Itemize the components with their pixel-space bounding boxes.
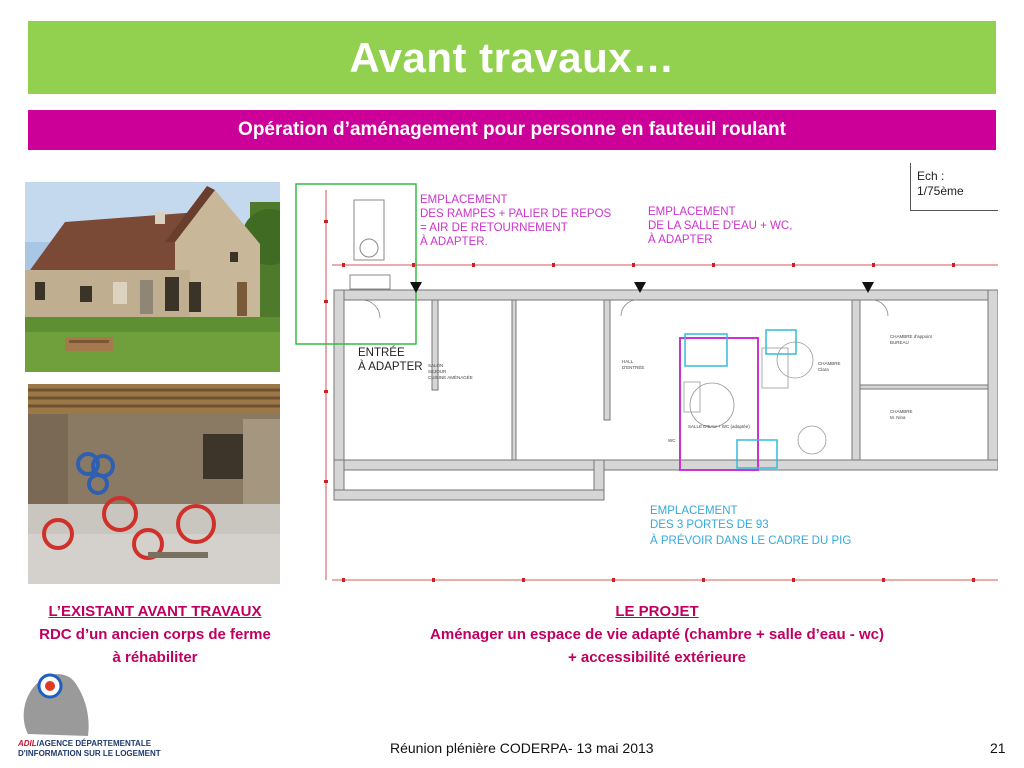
ramps-note-4: À ADAPTER. <box>420 236 488 248</box>
room-salon-1: SALON <box>428 363 444 368</box>
project-line-1: Aménager un espace de vie adapté (chambre + salle d’eau - wc) <box>430 626 884 643</box>
exterior-photo <box>25 182 280 372</box>
room-salle-eau: SALLE D'EAU + WC (adaptée) <box>688 424 750 429</box>
ramps-note-3: = AIR DE RETOURNEMENT <box>420 222 568 234</box>
room-nina-1: CHAMBRE <box>890 409 913 414</box>
adil-brand: ADIL <box>18 739 37 748</box>
project-heading: LE PROJET <box>615 603 699 620</box>
page-number: 21 <box>990 740 1006 756</box>
room-salon-2: SEJOUR <box>428 369 447 374</box>
room-clara-1: CHAMBRE <box>818 361 841 366</box>
bathroom-note-3: À ADAPTER <box>648 234 713 246</box>
entry-note-1: ENTRÉE <box>358 347 405 359</box>
existing-line-2: à réhabiliter <box>112 649 198 666</box>
room-appoint-2: BUREAU <box>890 340 909 345</box>
existing-line-1: RDC d’un ancien corps de ferme <box>39 626 271 643</box>
room-salon-3: CUISINE AMÉNAGÉE <box>428 375 473 380</box>
scale-label: Ech : <box>917 169 945 183</box>
existing-caption <box>15 600 295 669</box>
interior-photo <box>28 384 280 584</box>
room-clara-2: Clara <box>818 367 829 372</box>
existing-heading: L’EXISTANT AVANT TRAVAUX <box>48 603 262 620</box>
doors-note-3: À PRÉVOIR DANS LE CADRE DU PIG <box>650 535 852 547</box>
slide-title: Avant travaux… <box>349 33 675 81</box>
project-line-2: + accessibilité extérieure <box>567 649 747 666</box>
adil-logo-text <box>18 739 161 759</box>
room-hall-1: HALL <box>622 359 634 364</box>
scale-value: 1/75ème <box>917 184 964 198</box>
adil-line-2: D'INFORMATION SUR LE LOGEMENT <box>18 749 161 758</box>
ramps-note-2: DES RAMPES + PALIER DE REPOS <box>420 208 612 220</box>
scale-box <box>910 163 998 211</box>
entry-note-2: À ADAPTER <box>358 361 423 373</box>
title-bar <box>28 21 996 94</box>
doors-note-1: EMPLACEMENT <box>650 505 738 517</box>
ramps-note-1: EMPLACEMENT <box>420 194 508 206</box>
room-nina-2: M. Nina <box>890 415 906 420</box>
bathroom-note-1: EMPLACEMENT <box>648 206 736 218</box>
adil-line-1: /AGENCE DÉPARTEMENTALE <box>36 739 152 748</box>
room-wc: WC <box>668 438 676 443</box>
doors-note-2: DES 3 PORTES DE 93 <box>650 519 769 531</box>
subtitle-bar <box>28 110 996 150</box>
project-caption <box>370 600 944 669</box>
floor-plan <box>292 160 998 602</box>
room-appoint-1: CHAMBRE d'appoint <box>890 334 932 339</box>
footer-text: Réunion plénière CODERPA- 13 mai 2013 <box>390 740 654 756</box>
slide-subtitle: Opération d’aménagement pour personne en fauteuil roulant <box>238 119 786 140</box>
bathroom-note-2: DE LA SALLE D'EAU + WC, <box>648 220 793 232</box>
room-hall-2: D'ENTRÉE <box>622 365 645 370</box>
